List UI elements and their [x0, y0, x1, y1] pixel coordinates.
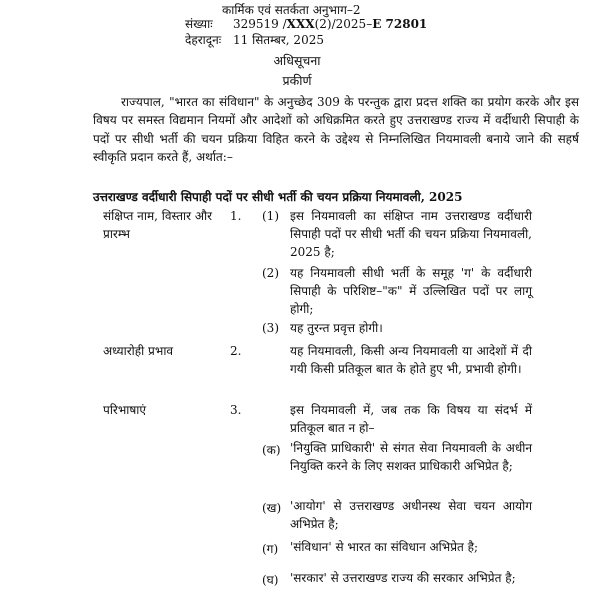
- department-name: कार्मिक एवं सतर्कता अनुभाग–2: [222, 3, 361, 17]
- rule-3-clause-ga-label: (ग): [262, 542, 279, 556]
- rule-3-clause-gha-label: (घ): [262, 573, 279, 587]
- rule-1-clause-2-text: यह नियमावली सीधी भर्ती के समूह 'ग' के वर्दीधारी सिपाही के परिशिष्ट–"क" में उल्लिखित पदों पर लागू होगी;: [290, 266, 532, 316]
- number-label: संख्याः: [185, 17, 213, 31]
- rule-1-clause-2-label: (2): [262, 266, 279, 280]
- reference-number: [185, 16, 427, 32]
- rule-2-number: 2.: [230, 344, 242, 358]
- rule-3-clause-kha-text: 'आयोग' से उत्तराखण्ड अधीनस्थ सेवा चयन आयोग अभिप्रेत है;: [290, 499, 532, 531]
- rules-title: उत्तराखण्ड वर्दीधारी सिपाही पदों पर सीधी भर्ती की चयन प्रक्रिया नियमावली, 2025: [93, 190, 463, 204]
- date-label: देहरादूनः: [185, 33, 222, 47]
- rule-1-clause-1-label: (1): [262, 209, 279, 223]
- rule-1-number: 1.: [230, 209, 242, 223]
- number-prefix: 329519 /: [233, 17, 287, 31]
- issue-date: [185, 32, 324, 48]
- rule-3-clause-kha-label: (ख): [262, 501, 282, 515]
- rule-3-clause-ga-text: 'संविधान' से भारत का संविधान अभिप्रेत है;: [290, 540, 479, 554]
- rule-3-clause-ka-label: (क): [262, 443, 281, 457]
- rule-2-text: यह नियमावली, किसी अन्य नियमावली या आदेशों में दी गयी किसी प्रतिकूल बात के होते हुए भी, प्रभावी होगी।: [290, 344, 532, 376]
- notification-title: अधिसूचना: [273, 53, 321, 68]
- number-middle: (2)/2025–: [314, 17, 373, 31]
- rule-2-heading: अध्यारोही प्रभाव: [103, 344, 174, 358]
- rule-1-clause-3-label: (3): [262, 321, 279, 335]
- rule-3-clause-ka-text: 'नियुक्ति प्राधिकारी' से संगत सेवा नियमावली के अधीन नियुक्ति करने के लिए सशक्त प्राधिकारी अभिप्रेत है;: [290, 441, 532, 473]
- rule-1-heading: संक्षिप्त नाम, विस्तार और प्रारम्भ: [103, 209, 213, 241]
- rule-3-clause-gha-text: 'सरकार' से उत्तराखण्ड राज्य की सरकार अभिप्रेत है;: [290, 571, 516, 585]
- intro-paragraph: राज्यपाल, "भारत का संविधान" के अनुच्छेद 309 के परन्तुक द्वारा प्रदत्त शक्ति का प्रयोग करके और इस विषय पर समस्त विद्यमान नियमों और आदेशों को अधिक्रमित करते हुए उत्तराखण्ड राज्य में वर्दीधारी सिपाही के पदों पर सीधी भर्ती की चयन प्रक्रिया विहित करने के उद्देश्य से निम्नलिखित नियमावली बनाये जाने की सहर्ष स्वीकृति प्रदान करते हैं, अर्थात:–: [93, 95, 579, 164]
- date-value: 11 सितम्बर, 2025: [233, 33, 324, 47]
- number-bold-part-2: E 72801: [372, 17, 428, 31]
- number-bold-part-1: XXX: [286, 17, 315, 31]
- rule-3-heading: परिभाषाएं: [103, 403, 147, 417]
- miscellaneous-title: प्रकीर्ण: [282, 73, 312, 88]
- rule-1-clause-3-text: यह तुरन्त प्रवृत्त होगी।: [290, 321, 383, 335]
- rule-3-text: इस नियमावली में, जब तक कि विषय या संदर्भ में प्रतिकूल बात न हो–: [290, 403, 532, 435]
- rule-1-clause-1-text: इस नियमावली का संक्षिप्त नाम उत्तराखण्ड वर्दीधारी सिपाही पदों पर सीधी भर्ती की चयन प्रक्रिया नियमावली, 2025 है;: [290, 209, 532, 259]
- rule-3-number: 3.: [230, 403, 242, 417]
